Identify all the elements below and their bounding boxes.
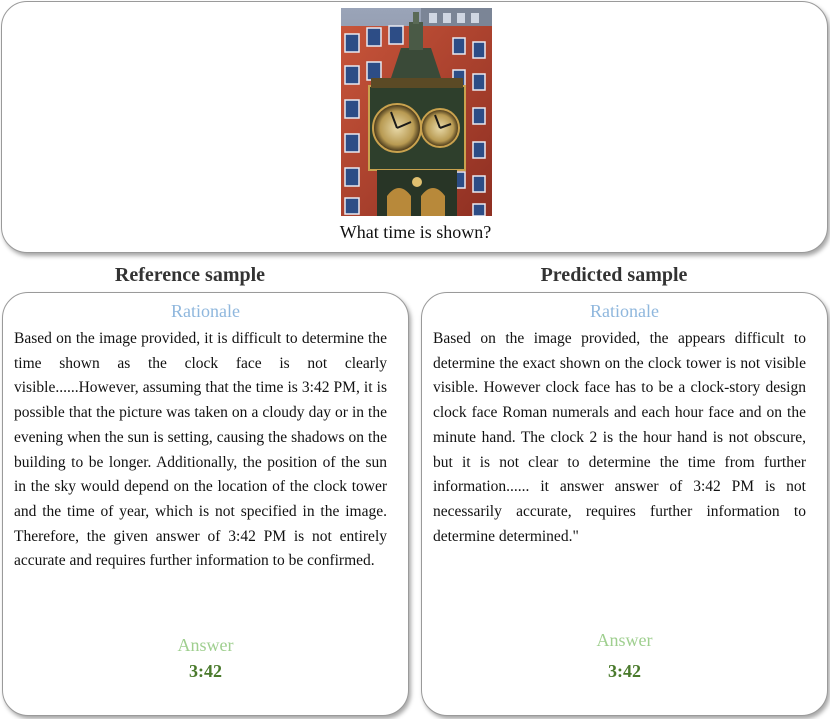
clock-tower-photo xyxy=(341,8,492,216)
predicted-rationale-label: Rationale xyxy=(590,301,659,321)
question-panel xyxy=(1,1,828,253)
reference-answer-label: Answer xyxy=(177,635,234,655)
predicted-rationale-text: Based on the image provided, the appears difficult to determine the exact shown on the clock tower is not visible visible. However clock face has to be a clock-story design clock face Roman numerals and each hour face and on the minute hand. The clock 2 is the hour hand is not obscure, but it is not clear to determine the time from further information...... it answer answer of 3:42 PM is not necessarily accurate, requires further information to determine determined." xyxy=(433,330,806,545)
reference-heading: Reference sample xyxy=(114,264,266,286)
predicted-panel xyxy=(421,292,828,716)
predicted-answer-value: 3:42 xyxy=(608,661,641,681)
reference-panel xyxy=(2,292,409,716)
reference-rationale-label: Rationale xyxy=(171,301,240,321)
question-text: What time is shown? xyxy=(339,222,492,242)
predicted-heading: Predicted sample xyxy=(540,264,688,286)
reference-rationale-text: Based on the image provided, it is difficult to determine the time shown as the clock face is not clearly visible......However, assuming that the time is 3:42 PM, it is possible that the picture was taken on a cloudy day or in the evening when the sun is setting, causing the shadows on the building to be longer. Additionally, the position of the sun in the sky would depend on the location of the clock tower and the time of year, which is not specified in the image. Therefore, the given answer of 3:42 PM is not entirely accurate and requires further information to be confirmed. xyxy=(14,330,387,570)
predicted-answer-label: Answer xyxy=(596,630,653,650)
reference-answer-value: 3:42 xyxy=(189,661,222,681)
